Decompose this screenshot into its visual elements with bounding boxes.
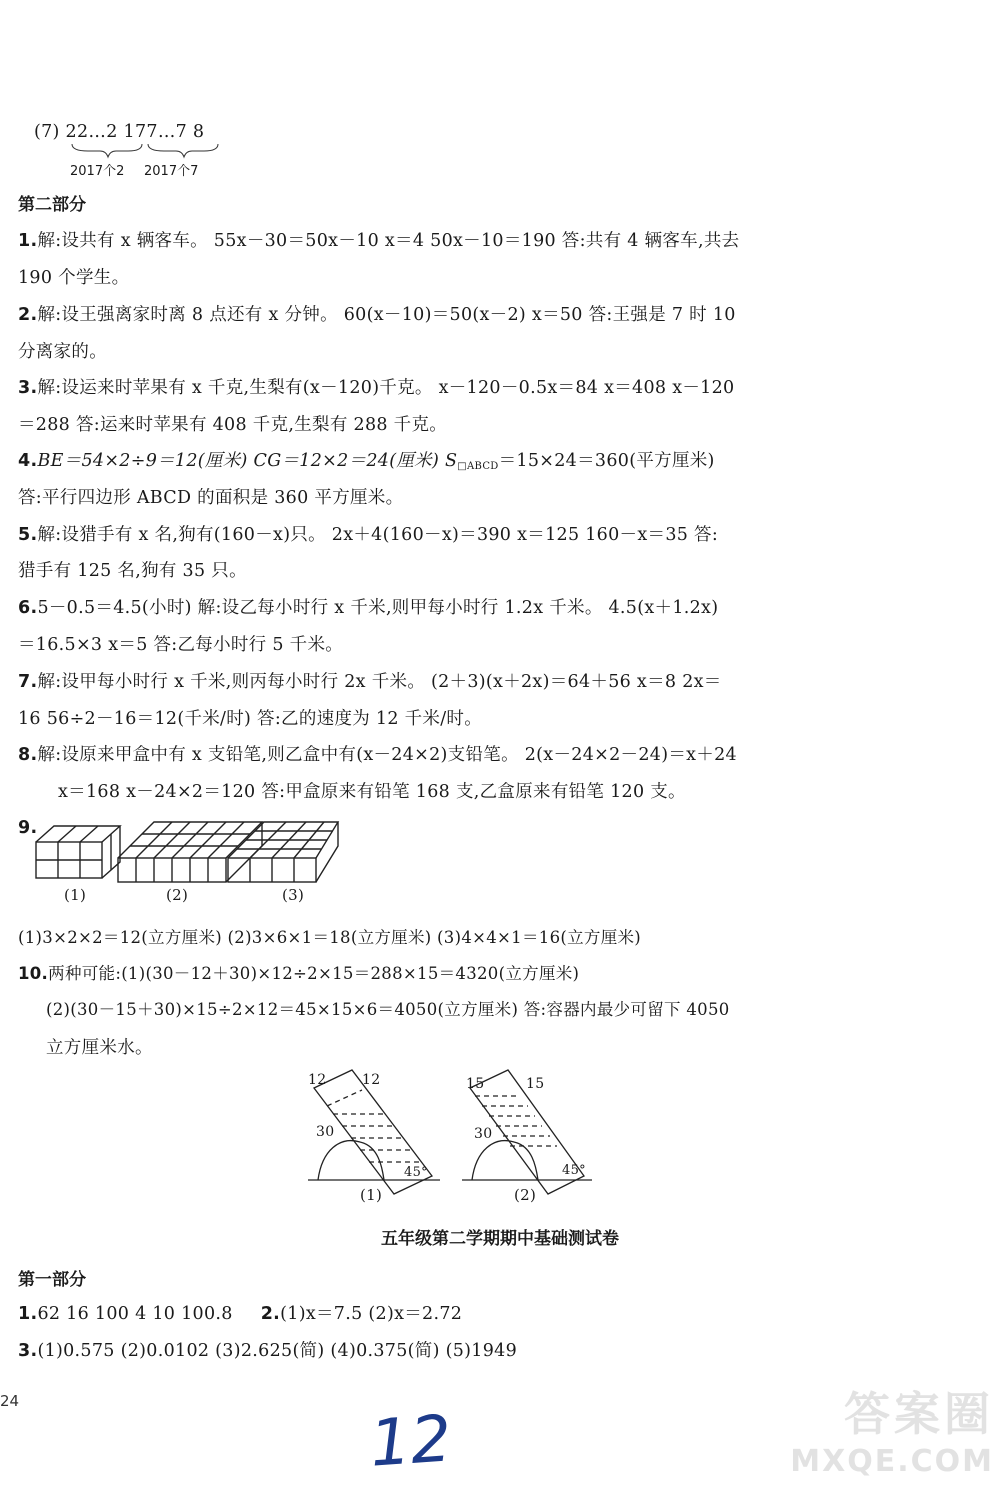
answer-10-line-2: (2)(30－15＋30)×15÷2×12＝45×15×6＝4050(立方厘米) 答:容器内最少可留下 4050	[46, 1000, 730, 1019]
answer-text: 解:设共有 x 辆客车。 55x－30＝50x－10 x＝4 50x－10＝190 答:共有 4 辆客车,共去	[37, 231, 740, 251]
figure-label-3: (3)	[282, 886, 305, 904]
handwritten-number: 12	[367, 1402, 454, 1482]
section-title-part2: 第二部分	[18, 195, 86, 215]
figure-label-1: (1)	[64, 886, 87, 904]
answer-text: 解:设王强离家时离 8 点还有 x 分钟。 60(x－10)＝50(x－2) x＝50 答:王强是 7 时 10	[37, 305, 736, 325]
answer-9-number: 9.	[18, 818, 38, 838]
answer-1-line-1	[18, 227, 739, 252]
answer-2-line-1	[18, 301, 736, 326]
answer-text: 解:设运来时苹果有 x 千克,生梨有(x－120)千克。 x－120－0.5x＝84 x＝408 x－120	[37, 378, 735, 398]
answer-10-line-1	[18, 960, 579, 984]
part1-q1-q2	[18, 1300, 462, 1325]
fig2-label-30: 30	[474, 1126, 493, 1142]
answer-4-line-1	[18, 447, 715, 472]
brace-label-1: 2017个2	[70, 164, 125, 179]
answer-number: 5.	[18, 525, 38, 545]
answer-text-cont: ＝15×24＝360(平方厘米)	[498, 451, 715, 471]
fig1-angle: 45°	[404, 1165, 428, 1180]
watermark-line-1: 答案圈	[844, 1387, 994, 1441]
answer-1-line-2: 190 个学生。	[18, 268, 130, 288]
part1-q3	[18, 1337, 517, 1362]
q2-answer: (1)x＝7.5 (2)x＝2.72	[280, 1304, 463, 1324]
answer-10-line-3: 立方厘米水。	[46, 1038, 153, 1058]
answer-number: 10.	[18, 964, 49, 983]
fig2-caption: (2)	[514, 1186, 537, 1204]
answer-number: 7.	[18, 672, 38, 692]
question-number: 1.	[18, 1304, 38, 1324]
q3-answer: (1)0.575 (2)0.0102 (3)2.625(简) (4)0.375(简) (5)1949	[37, 1341, 518, 1361]
answer-number: 8.	[18, 745, 38, 765]
answer-6-line-2: ＝16.5×3 x＝5 答:乙每小时行 5 千米。	[18, 635, 344, 655]
question-number: 2.	[260, 1304, 281, 1324]
watermark	[790, 1378, 994, 1479]
underbrace-graphic	[70, 142, 230, 160]
answer-7-line-1	[18, 668, 722, 693]
brace-label-2: 2017个7	[144, 164, 199, 179]
answer-6-line-1	[18, 594, 718, 619]
watermark-line-2: MXQE.COM	[790, 1444, 994, 1479]
fig1-caption: (1)	[360, 1186, 383, 1204]
section-title-part1: 第一部分	[18, 1270, 86, 1290]
fig2-angle: 45°	[562, 1163, 586, 1178]
question-number: 3.	[18, 1341, 38, 1361]
answer-number: 6.	[18, 598, 38, 618]
answer-2-line-2: 分离家的。	[18, 342, 107, 362]
fig1-label-12-left: 12	[308, 1072, 327, 1088]
answer-text: 解:设猎手有 x 名,狗有(160－x)只。 2x＋4(160－x)＝390 x＝125 160－x＝35 答:	[37, 525, 719, 545]
fig1-label-30: 30	[316, 1124, 335, 1140]
answer-number: 4.	[18, 451, 38, 471]
answer-text: 解:设甲每小时行 x 千米,则丙每小时行 2x 千米。 (2＋3)(x＋2x)＝64＋56 x＝8 2x＝	[37, 672, 722, 692]
answer-text: BE＝54×2÷9＝12(厘米) CG＝12×2＝24(厘米) S	[37, 451, 458, 471]
answer-text: 解:设原来甲盒中有 x 支铅笔,则乙盒中有(x－24×2)支铅笔。 2(x－24×2－24)＝x＋24	[37, 745, 737, 765]
answer-8-line-1	[18, 741, 737, 766]
tilted-container-figures	[300, 1066, 600, 1216]
answer-4-line-2: 答:平行四边形 ABCD 的面积是 360 平方厘米。	[18, 488, 404, 508]
page-number-mark: 24	[0, 1392, 20, 1410]
answer-text: 两种可能:(1)(30－12＋30)×12÷2×15＝288×15＝4320(立方厘米)	[48, 964, 580, 983]
answer-number: 1.	[18, 231, 38, 251]
fig2-label-15-left: 15	[466, 1076, 485, 1092]
answer-number: 2.	[18, 305, 38, 325]
answer-7-line-2: 16 56÷2－16＝12(千米/时) 答:乙的速度为 12 千米/时。	[18, 709, 483, 729]
area-subscript: □ABCD	[457, 461, 499, 472]
answer-text: 5－0.5＝4.5(小时) 解:设乙每小时行 x 千米,则甲每小时行 1.2x 千米。 4.5(x＋1.2x)	[37, 598, 719, 618]
answer-9-line-2: (1)3×2×2＝12(立方厘米) (2)3×6×1＝18(立方厘米) (3)4×4×1＝16(立方厘米)	[18, 928, 642, 947]
answer-number: 3.	[18, 378, 38, 398]
answer-7-line: (7) 22…2 177…7 8	[34, 122, 205, 142]
q1-answer: 62 16 100 4 10 100.8	[37, 1304, 233, 1324]
fig1-label-12-right: 12	[362, 1072, 381, 1088]
test-title: 五年级第二学期期中基础测试卷	[381, 1229, 619, 1249]
fig2-label-15-right: 15	[526, 1076, 545, 1092]
figure-label-2: (2)	[166, 886, 189, 904]
answer-5-line-1	[18, 521, 718, 546]
answer-5-line-2: 猎手有 125 名,狗有 35 只。	[18, 561, 247, 581]
answer-8-line-2: x＝168 x－24×2＝120 答:甲盒原来有铅笔 168 支,乙盒原来有铅笔 120 支。	[58, 782, 686, 802]
answer-3-line-2: ＝288 答:运来时苹果有 408 千克,生梨有 288 千克。	[18, 415, 448, 435]
answer-3-line-1	[18, 374, 735, 399]
